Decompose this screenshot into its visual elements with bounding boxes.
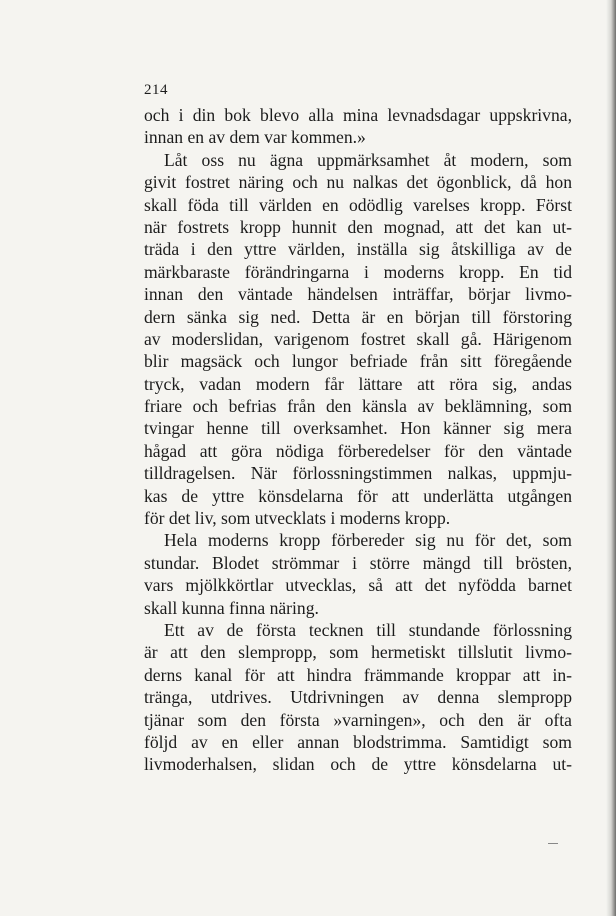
text-line: tjänar som den första »varningen», och den är ofta	[144, 709, 572, 730]
text-line: märkbaraste förändringarna i moderns kropp. En tid	[144, 261, 572, 282]
text-line: när fostrets kropp hunnit den mognad, att det kan ut-	[144, 216, 572, 237]
text-line: tilldragelsen. När förlossningstimmen nalkas, uppmju-	[144, 463, 572, 484]
text-line: tvingar henne till overksamhet. Hon känner sig mera	[144, 418, 572, 439]
text-line: innan den väntade händelsen inträffar, börjar livmo-	[144, 284, 572, 305]
text-line: tränga, utdrives. Utdrivningen av denna slempropp	[144, 687, 572, 708]
text-line: derns kanal för att hindra främmande kroppar att in-	[144, 664, 572, 685]
scan-mark	[548, 843, 558, 844]
text-line: för det liv, som utvecklats i moderns kropp.	[144, 508, 451, 529]
text-line: givit fostret näring och nu nalkas det ögonblick, då hon	[144, 172, 572, 193]
text-line: dern sänka sig ned. Detta är en början till förstoring	[144, 306, 572, 327]
text-line: friare och befrias från den känsla av beklämning, som	[144, 396, 572, 417]
text-line: är att den slempropp, som hermetiskt tillslutit livmo-	[144, 642, 572, 663]
text-line: skall föda till världen en odödlig varelses kropp. Först	[144, 194, 572, 215]
text-line: tryck, vadan modern får lättare att röra sig, andas	[144, 373, 572, 394]
page-number: 214	[144, 82, 168, 98]
page-edge-shadow	[606, 0, 616, 916]
text-line: stundar. Blodet strömmar i större mängd till brösten,	[144, 552, 572, 573]
text-line: Låt oss nu ägna uppmärksamhet åt modern, som	[164, 149, 572, 170]
text-line: Hela moderns kropp förbereder sig nu för det, som	[164, 530, 572, 551]
text-line: följd av en eller annan blodstrimma. Samtidigt som	[144, 731, 572, 752]
text-line: blir magsäck och lungor befriade från sitt föregående	[144, 351, 572, 372]
text-line: av moderslidan, varigenom fostret skall gå. Härigenom	[144, 328, 572, 349]
text-line: vars mjölkkörtlar utvecklas, så att det nyfödda barnet	[144, 575, 572, 596]
text-line: kas de yttre könsdelarna för att underlätta utgången	[144, 485, 572, 506]
text-line: träda i den yttre världen, inställa sig åtskilliga av de	[144, 239, 572, 260]
body-text	[144, 104, 572, 776]
text-line: Ett av de första tecknen till stundande förlossning	[164, 619, 572, 640]
text-line: livmoderhalsen, slidan och de yttre könsdelarna ut-	[144, 754, 572, 775]
text-line: och i din bok blevo alla mina levnadsdagar uppskrivna,	[144, 105, 572, 125]
text-line: hågad att göra nödiga förberedelser för den väntade	[144, 440, 572, 461]
text-line: innan en av dem var kommen.»	[144, 127, 366, 148]
text-line: skall kunna finna näring.	[144, 597, 319, 618]
